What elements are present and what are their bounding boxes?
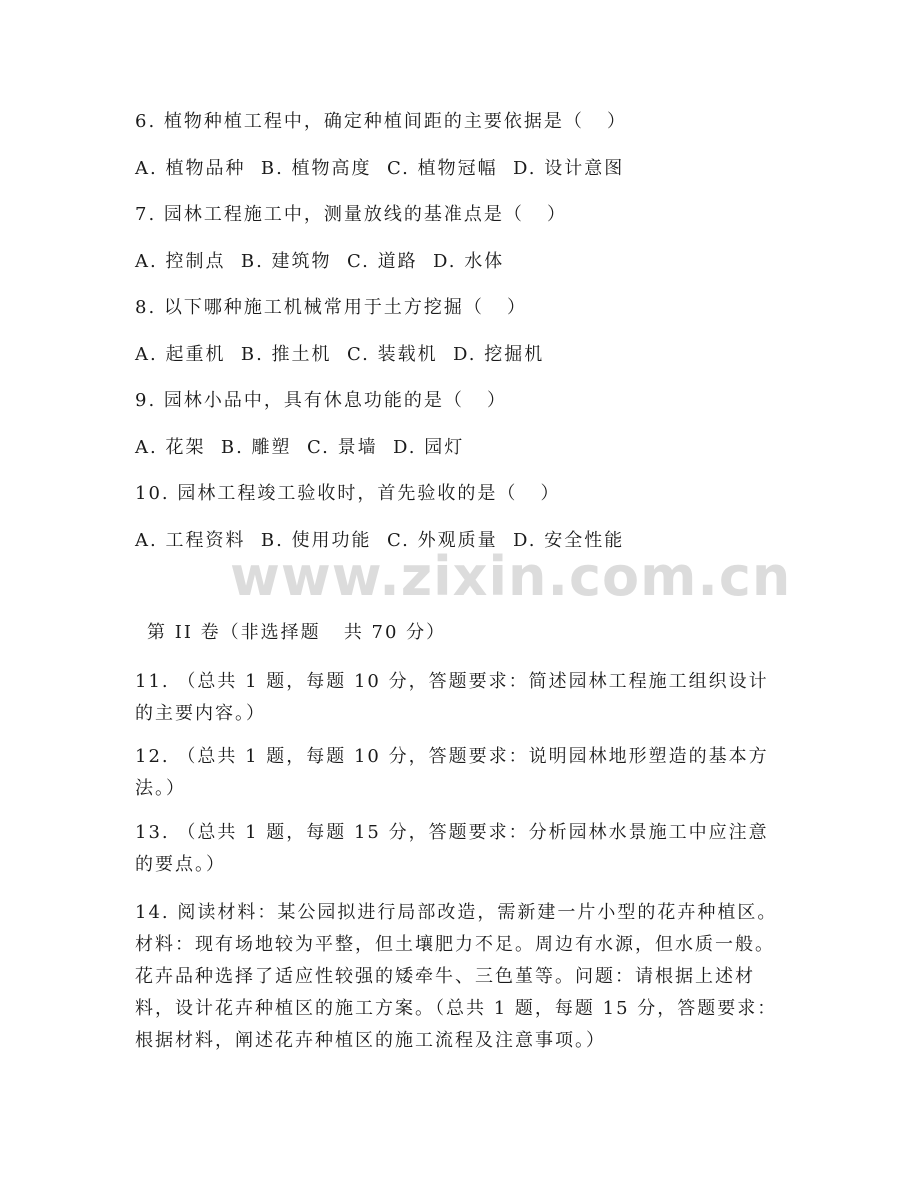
question-6-options: A. 植物品种 B. 植物高度 C. 植物冠幅 D. 设计意图 bbox=[135, 158, 625, 179]
essay-question-11: 11. （总共 1 题，每题 10 分，答题要求：简述园林工程施工组织设计的主要内容。） bbox=[135, 671, 769, 724]
essay-question-13: 13. （总共 1 题，每题 15 分，答题要求：分析园林水景施工中应注意的要点。） bbox=[135, 822, 769, 875]
question-7: 7. 园林工程施工中，测量放线的基准点是（ ） bbox=[135, 204, 568, 225]
essay-question-12: 12. （总共 1 题，每题 10 分，答题要求：说明园林地形塑造的基本方法。） bbox=[135, 746, 769, 799]
watermark: www.zixin.com.cn bbox=[230, 545, 792, 608]
question-9: 9. 园林小品中，具有休息功能的是（ ） bbox=[135, 390, 508, 411]
question-10-options: A. 工程资料 B. 使用功能 C. 外观质量 D. 安全性能 bbox=[135, 530, 625, 551]
essay-question-14: 14. 阅读材料：某公园拟进行局部改造，需新建一片小型的花卉种植区。材料：现有场地较为平整，但土壤肥力不足。周边有水源，但水质一般。花卉品种选择了适应性较强的矮牵牛、三色堇等。问题：请根据上述材料，设计花卉种植区的施工方案。（总共 1 题，每题 15 分，答题要求：根据材料，阐述花卉种植区的施工流程及注意事项。） bbox=[135, 902, 778, 1051]
section-title: 第 II 卷（非选择题 共 70 分） bbox=[147, 622, 447, 643]
question-9-options: A. 花架 B. 雕塑 C. 景墙 D. 园灯 bbox=[135, 437, 465, 458]
question-6: 6. 植物种植工程中，确定种植间距的主要依据是（ ） bbox=[135, 111, 628, 132]
question-8-options: A. 起重机 B. 推土机 C. 装载机 D. 挖掘机 bbox=[135, 344, 545, 365]
question-10: 10. 园林工程竣工验收时，首先验收的是（ ） bbox=[135, 483, 561, 504]
question-8: 8. 以下哪种施工机械常用于土方挖掘（ ） bbox=[135, 297, 528, 318]
question-7-options: A. 控制点 B. 建筑物 C. 道路 D. 水体 bbox=[135, 251, 505, 272]
